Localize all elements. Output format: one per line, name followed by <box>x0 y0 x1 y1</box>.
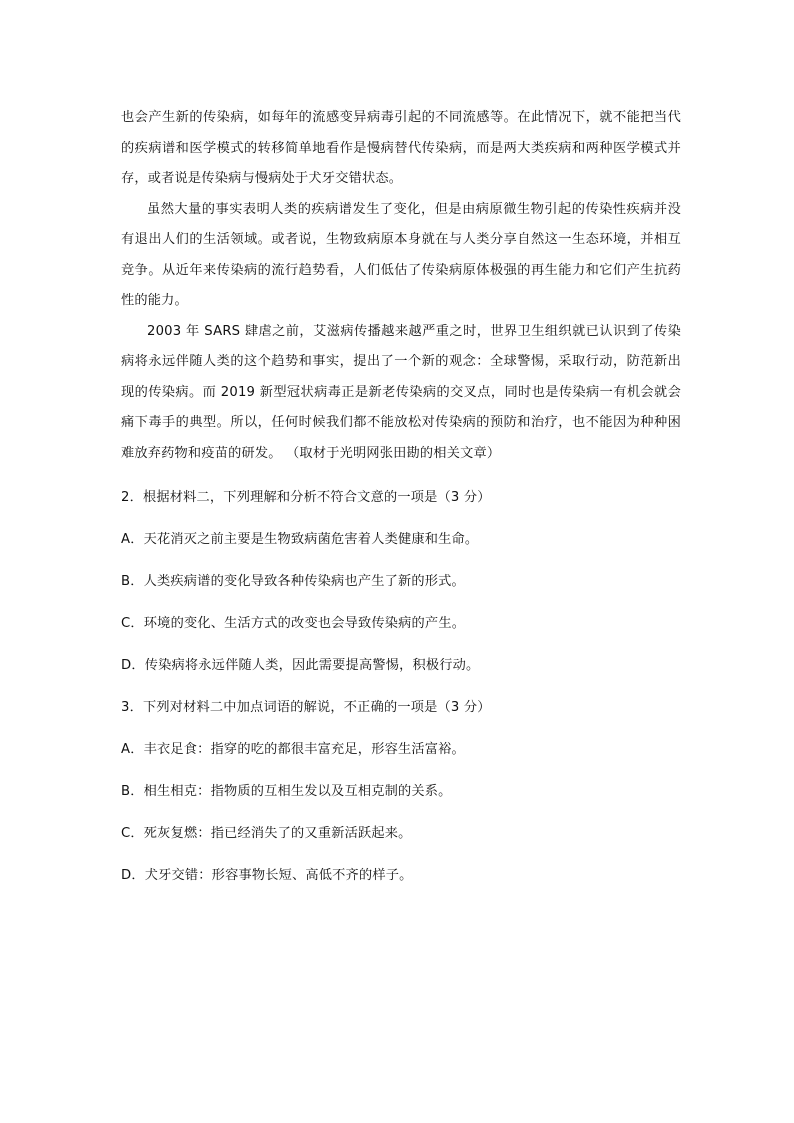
question-2-option-b: B．人类疾病谱的变化导致各种传染病也产生了新的形式。 <box>121 574 465 589</box>
question-2-option-d: D．传染病将永远伴随人类，因此需要提高警惕，积极行动。 <box>121 658 480 673</box>
question-3-option-b: B．相生相克：指物质的互相生发以及互相克制的关系。 <box>121 784 452 799</box>
question-3-option-a: A．丰衣足食：指穿的吃的都很丰富充足，形容生活富裕。 <box>121 742 465 757</box>
question-3-stem: 3．下列对材料二中加点词语的解说，不正确的一项是（3 分） <box>121 700 491 715</box>
question-3-option-c: C．死灰复燃：指已经消失了的又重新活跃起来。 <box>121 826 412 841</box>
document-content <box>121 103 681 897</box>
question-2-option-c: C．环境的变化、生活方式的改变也会导致传染病的产生。 <box>121 616 466 631</box>
question-2-stem: 2．根据材料二，下列理解和分析不符合文意的一项是（3 分） <box>121 490 491 505</box>
paragraph-1: 也会产生新的传染病，如每年的流感变异病毒引起的不同流感等。在此情况下，就不能把当代的疾病谱和医学模式的转移简单地看作是慢病替代传染病，而是两大类疾病和两种医学模式并存，或者说是传染病与慢病处于犬牙交错状态。 <box>121 110 681 186</box>
question-3-option-d: D．犬牙交错：形容事物长短、高低不齐的样子。 <box>121 868 413 883</box>
paragraph-2: 虽然大量的事实表明人类的疾病谱发生了变化，但是由病原微生物引起的传染性疾病并没有退出人们的生活领域。或者说，生物致病原本身就在与人类分享自然这一生态环境，并相互竞争。从近年来传染病的流行趋势看，人们低估了传染病原体极强的再生能力和它们产生抗药性的能力。 <box>121 201 681 308</box>
question-2-option-a: A．天花消灭之前主要是生物致病菌危害着人类健康和生命。 <box>121 532 479 547</box>
question-section <box>121 477 681 897</box>
paragraph-3: 2003 年 SARS 肆虐之前，艾滋病传播越来越严重之时，世界卫生组织就已认识到了传染病将永远伴随人类的这个趋势和事实，提出了一个新的观念：全球警惕，采取行动，防范新出现的传染病。而 2019 新型冠状病毒正是新老传染病的交叉点，同时也是传染病一有机会就会痛下毒手的典型。所以，任何时候我们都不能放松对传染病的预防和治疗，也不能因为种种困难放弃药物和疫苗的研发。 （取材于光明网张田勘的相关文章） <box>121 323 681 461</box>
